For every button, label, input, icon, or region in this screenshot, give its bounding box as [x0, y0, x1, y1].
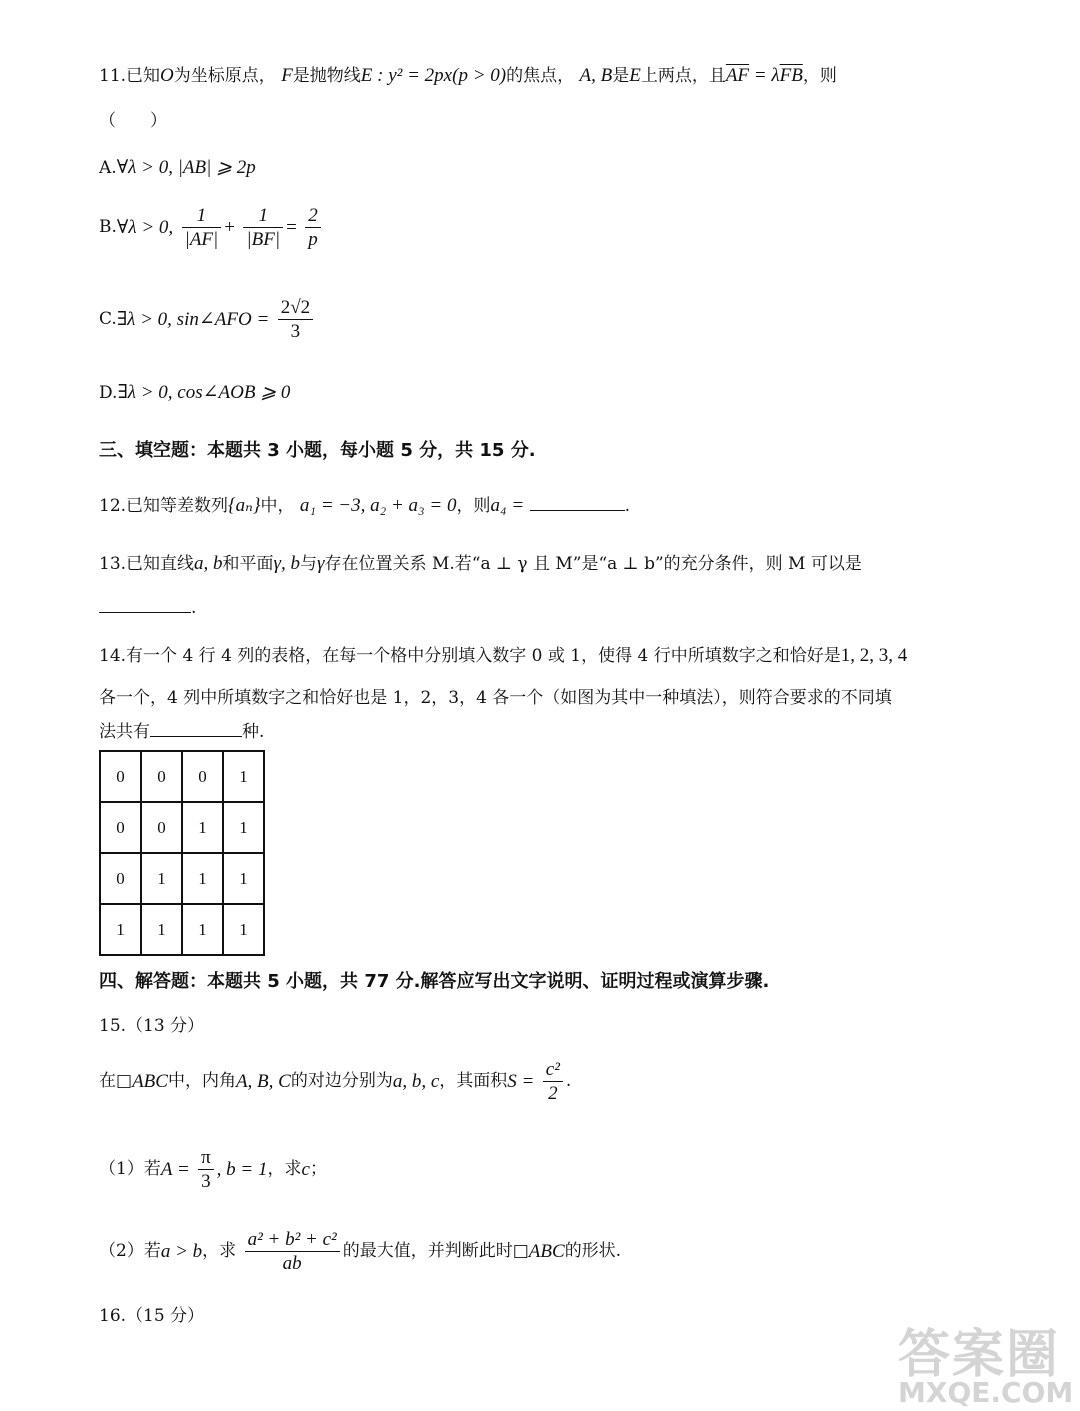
- q11-option-a: A.∀λ > 0, |AB| ⩾ 2p: [99, 157, 256, 178]
- table-cell: 1: [223, 853, 264, 904]
- watermark-logo: 答案圈: [898, 1325, 1061, 1385]
- q14-line-3: 法共有 种.: [99, 722, 265, 742]
- q11-answer-paren: （ ）: [99, 111, 167, 131]
- table-cell: 1: [223, 802, 264, 853]
- fraction: $\frac{\text{c²}}{2}$: [543, 1060, 563, 1103]
- table-cell: 1: [141, 904, 182, 955]
- q15-part-1: （1）若A = $\frac{\pi}{3}$ , b = 1，求c；: [99, 1147, 327, 1192]
- answer-blank: [530, 510, 625, 511]
- q15-part-2: （2）若a > b，求 $\frac{\text{a² + b² + c²}}{ab}$ 的最大值，并判断此时□ABC的形状.: [99, 1229, 622, 1274]
- example-table: [99, 750, 265, 956]
- table-cell: 1: [223, 904, 264, 955]
- fraction: $\frac{2√2}{3}$: [278, 298, 313, 341]
- table-cell: 1: [182, 853, 223, 904]
- section-heading-answer: 四、解答题：本题共 5 小题，共 77 分.解答应写出文字说明、证明过程或演算步骤.: [99, 971, 770, 992]
- table-cell: 0: [182, 751, 223, 802]
- table-cell: 1: [182, 802, 223, 853]
- q11-stem: 11.已知O为坐标原点， F是抛物线E : y² = 2px(p > 0)的焦点， A, B是E上两点，且$\overline{AF} = \lambda\overline{FB}$，则: [99, 65, 837, 86]
- table-row: [100, 751, 264, 802]
- q13-stem: 13.已知直线a, b和平面γ, b与γ存在位置关系 M.若“a ⊥ γ 且 M”是“a ⊥ b”的充分条件，则 M 可以是: [99, 553, 862, 574]
- q11-option-d: D.∃λ > 0, cos∠AOB ⩾ 0: [99, 382, 291, 403]
- table-cell: 0: [100, 853, 141, 904]
- table-cell: 1: [223, 751, 264, 802]
- q13-answer-line: .: [99, 600, 196, 617]
- table-cell: 0: [100, 751, 141, 802]
- q11-option-c: C.∃λ > 0, sin∠AFO = $\frac{2√2}{3}$: [99, 298, 316, 341]
- fraction: $\frac{\text{a² + b² + c²}}{ab}$: [245, 1230, 340, 1273]
- table-row: [100, 904, 264, 955]
- section-heading-fill-in: 三、填空题：本题共 3 小题，每小题 5 分，共 15 分.: [99, 440, 536, 461]
- fraction: $\frac{2}{p}$: [305, 206, 321, 249]
- q15-heading: 15.（13 分）: [99, 1016, 205, 1036]
- q12-stem: 12.已知等差数列{aₙ}中， a₁ = −3, a₂ + a₃ = 0，则a₄ = .: [99, 495, 630, 516]
- answer-blank: [99, 612, 191, 613]
- q14-line-2: 各一个，4 列中所填数字之和恰好也是 1，2，3，4 各一个（如图为其中一种填法），则符合要求的不同填: [99, 688, 892, 708]
- q11-option-b: B.∀λ > 0, $\frac{1}{|AF|}$ + $\frac{1}{|BF|}$ = $\frac{2}{p}$: [99, 206, 324, 249]
- fraction: $\frac{1}{|BF|}$: [243, 206, 283, 249]
- answer-blank: [150, 736, 242, 737]
- fraction: $\frac{\pi}{3}$: [198, 1148, 214, 1191]
- watermark-url: MXQE.COM: [898, 1376, 1074, 1409]
- q16-heading: 16.（15 分）: [99, 1306, 205, 1326]
- q14-line-1: 14.有一个 4 行 4 列的表格，在每一个格中分别填入数字 0 或 1，使得 4 行中所填数字之和恰好是1, 2, 3, 4: [99, 645, 908, 666]
- table-cell: 0: [141, 802, 182, 853]
- table-cell: 0: [100, 802, 141, 853]
- table-row: [100, 802, 264, 853]
- fraction: $\frac{1}{|AF|}$: [182, 206, 222, 249]
- table-cell: 1: [141, 853, 182, 904]
- table-cell: 1: [100, 904, 141, 955]
- table-cell: 0: [141, 751, 182, 802]
- table-cell: 1: [182, 904, 223, 955]
- table-row: [100, 853, 264, 904]
- q15-stem: 在□ABC中，内角A, B, C的对边分别为a, b, c，其面积S = $\frac{\text{c²}}{2}$ .: [99, 1059, 572, 1104]
